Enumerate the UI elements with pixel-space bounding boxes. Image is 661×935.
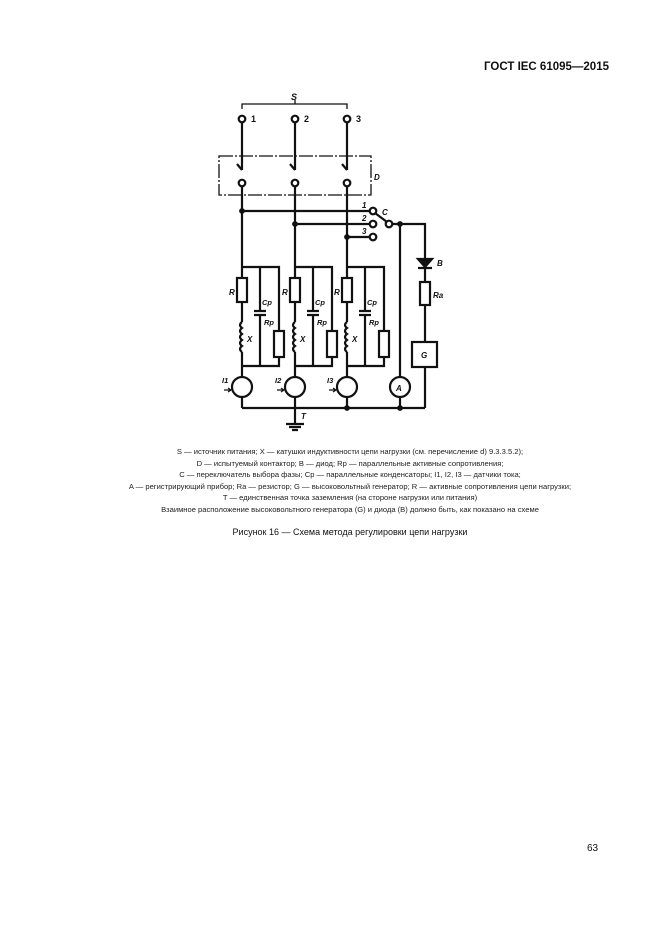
selector-contact-2: [370, 221, 377, 228]
legend-line: A — регистрирующий прибор; Ra — резистор; G — высоковольтный генератор; R — активные сопротивления цепи нагрузки;: [128, 481, 572, 491]
legend-line: T — единственная точка заземления (на стороне нагрузки или питания): [222, 493, 478, 503]
inductor: [240, 322, 242, 352]
ground-label: T: [301, 412, 306, 421]
selector-pos-3: 3: [362, 227, 367, 236]
contactor-label: D: [374, 173, 380, 182]
selector-contact-3: [370, 234, 377, 241]
parallel-resistor: [379, 331, 389, 357]
parallel-capacitor: [359, 311, 371, 315]
sensor-label: I1: [222, 376, 229, 385]
legend-line: C — переключатель выбора фазы; Cp — параллельные конденсаторы; I1, I2, I3 — датчики тока;: [179, 470, 521, 480]
terminal-label: 1: [251, 114, 257, 124]
figure-caption: Рисунок 16 — Схема метода регулировки цепи нагрузки: [232, 527, 468, 537]
cp-label: Cp: [262, 298, 272, 307]
contactor-contact: [292, 180, 299, 187]
load-resistor: [290, 278, 300, 302]
source-label: S: [291, 92, 298, 102]
legend-line: Взаимное расположение высоковольтного генератора (G) и диода (B) должно быть, как показано на схеме: [161, 504, 539, 514]
selector-label: C: [382, 208, 388, 217]
generator-label: G: [421, 351, 428, 360]
inductor-label: X: [300, 335, 306, 344]
resistor-label: R: [282, 288, 288, 297]
diode-symbol: [418, 259, 432, 268]
resistor-label: R: [334, 288, 340, 297]
cp-label: Cp: [315, 298, 325, 307]
terminal-3: [344, 116, 351, 123]
ra-resistor: [420, 282, 430, 305]
inductor: [293, 322, 295, 352]
selector-pos-2: 2: [362, 214, 367, 223]
current-sensor: [285, 377, 305, 397]
terminal-1: [239, 116, 246, 123]
phase-branch-2: [277, 116, 337, 408]
cp-label: Cp: [367, 298, 377, 307]
inductor: [345, 322, 347, 352]
ammeter-label: A: [396, 384, 402, 393]
load-resistor: [237, 278, 247, 302]
sensor-label: I3: [327, 376, 334, 385]
ra-label: Ra: [433, 291, 444, 300]
current-sensor: [232, 377, 252, 397]
inductor-label: X: [352, 335, 358, 344]
selector-pos-1: 1: [362, 201, 367, 210]
current-sensor: [337, 377, 357, 397]
figure-legend: [60, 446, 640, 516]
load-resistor: [342, 278, 352, 302]
parallel-resistor: [327, 331, 337, 357]
rp-label: Rp: [317, 318, 327, 327]
terminal-label: 3: [356, 114, 362, 124]
rp-label: Rp: [369, 318, 379, 327]
terminal-2: [292, 116, 299, 123]
document-header: ГОСТ IEC 61095—2015: [484, 61, 609, 73]
inductor-label: X: [247, 335, 253, 344]
rp-label: Rp: [264, 318, 274, 327]
parallel-capacitor: [254, 311, 266, 315]
phase-branch-3: [329, 116, 389, 408]
diode-label: B: [437, 259, 443, 268]
legend-line: S — источник питания; X — катушки индуктивности цепи нагрузки (см. перечисление d) 9.3.3.5.2);: [176, 447, 524, 456]
parallel-resistor: [274, 331, 284, 357]
resistor-label: R: [229, 288, 235, 297]
legend-line: D — испытуемый контактор; B — диод; Rp — параллельные активные сопротивления;: [196, 458, 504, 468]
parallel-capacitor: [307, 311, 319, 315]
phase-branch-1: [224, 116, 284, 408]
terminal-label: 2: [304, 114, 310, 124]
page-number: 63: [587, 843, 599, 854]
contactor-contact: [344, 180, 351, 187]
contactor-contact: [239, 180, 246, 187]
sensor-label: I2: [275, 376, 282, 385]
